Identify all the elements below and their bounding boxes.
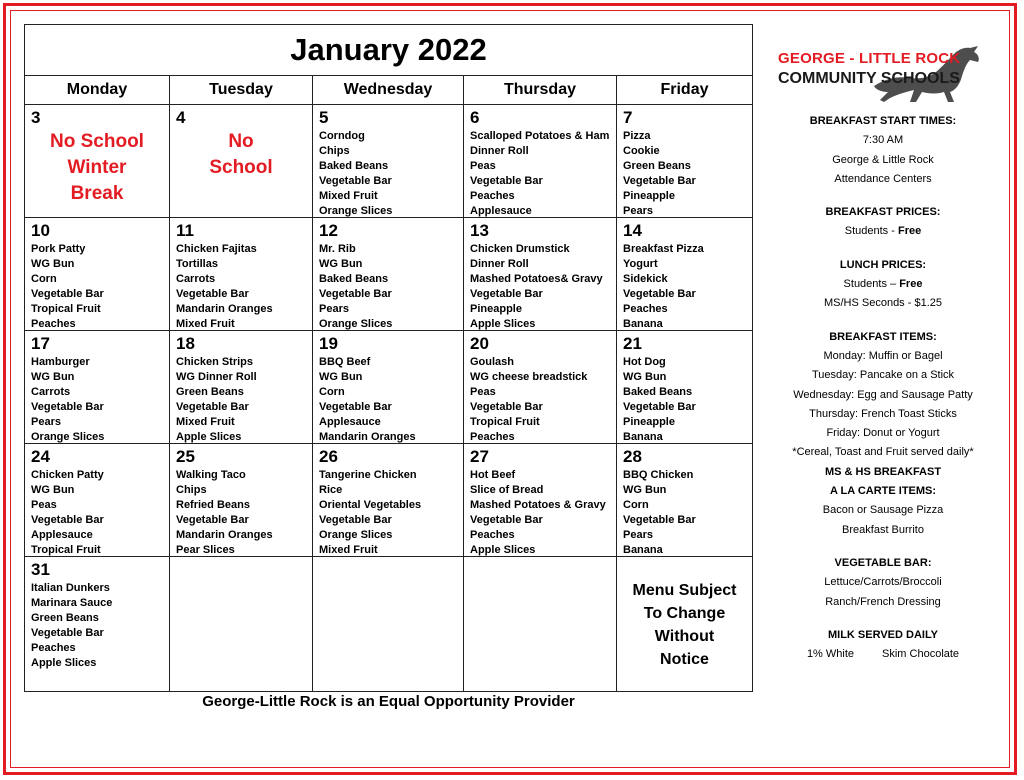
menu-item: Banana bbox=[623, 543, 663, 556]
menu-items bbox=[31, 581, 112, 670]
menu-item: Orange Slices bbox=[319, 317, 393, 330]
milk-option: 1% White bbox=[806, 648, 855, 661]
menu-item: Walking Taco bbox=[176, 469, 246, 481]
weekday-header: Tuesday bbox=[170, 76, 313, 104]
menu-item: Vegetable Bar bbox=[470, 287, 543, 300]
menu-items bbox=[31, 355, 104, 443]
menu-items bbox=[319, 355, 416, 443]
day-number: 14 bbox=[623, 221, 642, 240]
menu-item: Pineapple bbox=[623, 415, 675, 428]
menu-item: WG Dinner Roll bbox=[176, 370, 257, 383]
menu-item: BBQ Chicken bbox=[623, 469, 694, 481]
menu-items bbox=[470, 355, 587, 443]
menu-item: Tropical Fruit bbox=[31, 543, 101, 556]
menu-item: Peaches bbox=[31, 641, 76, 654]
day-number: 3 bbox=[31, 108, 41, 127]
menu-item: Corn bbox=[31, 272, 57, 285]
day-cell bbox=[25, 218, 170, 330]
menu-item: Peaches bbox=[31, 317, 76, 330]
breakfast-times-heading: BREAKFAST START TIMES: bbox=[809, 115, 957, 127]
menu-item: Chicken Drumstick bbox=[470, 243, 570, 255]
milk-heading: MILK SERVED DAILY bbox=[827, 628, 939, 641]
menu-item: Hot Beef bbox=[470, 469, 516, 481]
menu-item: Mashed Potatoes& Gravy bbox=[470, 272, 603, 285]
menu-items bbox=[623, 355, 696, 443]
day-cell bbox=[25, 105, 170, 217]
day-number: 18 bbox=[176, 334, 195, 353]
week-row bbox=[25, 331, 752, 444]
menu-item: Vegetable Bar bbox=[470, 400, 543, 413]
menu-item: Hot Dog bbox=[623, 356, 666, 368]
day-cell bbox=[617, 105, 752, 217]
day-number: 13 bbox=[470, 221, 489, 240]
menu-item: Apple Slices bbox=[470, 317, 536, 330]
day-number: 10 bbox=[31, 221, 50, 240]
menu-item: Pears bbox=[623, 204, 653, 217]
lunch-prices-heading: LUNCH PRICES: bbox=[839, 258, 927, 271]
menu-item: Mixed Fruit bbox=[319, 543, 378, 556]
day-cell bbox=[313, 218, 464, 330]
menu-item: Rice bbox=[319, 483, 343, 496]
week-row bbox=[25, 557, 752, 691]
menu-item: Pork Patty bbox=[31, 243, 86, 255]
menu-item: Vegetable Bar bbox=[623, 287, 696, 300]
info-sidebar bbox=[768, 112, 998, 664]
menu-item: Dinner Roll bbox=[470, 144, 529, 157]
menu-items bbox=[470, 468, 606, 556]
weekday-header-row bbox=[25, 76, 752, 105]
menu-item: Vegetable Bar bbox=[176, 400, 249, 413]
logo-name: GEORGE - LITTLE ROCK bbox=[778, 50, 961, 67]
vegetable-bar-line: Ranch/French Dressing bbox=[825, 595, 941, 608]
menu-item: Pizza bbox=[623, 130, 651, 142]
menu-item: Peas bbox=[470, 385, 496, 398]
day-number: 20 bbox=[470, 334, 489, 353]
menu-items bbox=[176, 242, 273, 330]
menu-item: WG Bun bbox=[31, 370, 75, 383]
menu-item: Goulash bbox=[470, 356, 515, 368]
calendar-title: January 2022 bbox=[25, 25, 752, 76]
logo-subtitle: COMMUNITY SCHOOLS bbox=[778, 70, 960, 87]
menu-item: Marinara Sauce bbox=[31, 596, 113, 609]
menu-item: Vegetable Bar bbox=[470, 513, 543, 526]
menu-items bbox=[623, 468, 696, 556]
menu-item: Vegetable Bar bbox=[319, 513, 392, 526]
no-school-notice bbox=[25, 129, 169, 207]
day-cell bbox=[170, 105, 313, 217]
no-school-line: No bbox=[228, 131, 254, 152]
vegetable-bar-heading: VEGETABLE BAR: bbox=[834, 556, 932, 569]
day-number: 11 bbox=[176, 221, 194, 240]
breakfast-item-line: Friday: Donut or Yogurt bbox=[826, 427, 940, 440]
ala-carte-heading: MS & HS BREAKFAST bbox=[824, 465, 942, 478]
day-cell bbox=[25, 444, 170, 556]
menu-items bbox=[319, 242, 392, 330]
menu-items bbox=[176, 355, 257, 443]
vegetable-bar-line: Lettuce/Carrots/Broccoli bbox=[824, 576, 942, 589]
day-cell bbox=[170, 218, 313, 330]
breakfast-item-line: *Cereal, Toast and Fruit served daily* bbox=[792, 446, 974, 459]
menu-item: Sidekick bbox=[623, 272, 668, 285]
menu-item: Baked Beans bbox=[319, 272, 389, 285]
day-number: 24 bbox=[31, 447, 50, 466]
ala-carte-line: Bacon or Sausage Pizza bbox=[822, 504, 944, 517]
day-cell bbox=[25, 557, 170, 691]
day-number: 21 bbox=[623, 334, 642, 353]
day-cell bbox=[617, 218, 752, 330]
menu-item: Dinner Roll bbox=[470, 257, 529, 270]
menu-item: Apple Slices bbox=[31, 656, 97, 669]
menu-item: Slice of Bread bbox=[470, 483, 544, 496]
menu-item: Pineapple bbox=[470, 302, 522, 315]
menu-item: Green Beans bbox=[176, 385, 244, 398]
day-number: 26 bbox=[319, 447, 338, 466]
menu-items bbox=[623, 242, 704, 330]
menu-item: Tropical Fruit bbox=[470, 415, 540, 428]
breakfast-item-line: Wednesday: Egg and Sausage Patty bbox=[793, 388, 973, 401]
breakfast-items-heading: BREAKFAST ITEMS: bbox=[829, 330, 937, 343]
menu-item: Orange Slices bbox=[319, 528, 393, 541]
day-cell bbox=[170, 557, 313, 691]
breakfast-item-line: Thursday: French Toast Sticks bbox=[809, 407, 957, 420]
menu-item: Orange Slices bbox=[319, 204, 393, 217]
menu-calendar bbox=[24, 24, 753, 692]
menu-item: Mashed Potatoes & Gravy bbox=[470, 498, 606, 511]
menu-item: Apple Slices bbox=[470, 543, 536, 556]
menu-item: Corn bbox=[319, 385, 345, 398]
weekday-header: Wednesday bbox=[313, 76, 464, 104]
day-cell bbox=[464, 557, 617, 691]
menu-item: Italian Dunkers bbox=[31, 582, 110, 594]
menu-item: Peaches bbox=[623, 302, 668, 315]
menu-item: Pineapple bbox=[623, 189, 675, 202]
menu-item: Pear Slices bbox=[176, 543, 235, 556]
menu-item: Breakfast Pizza bbox=[623, 243, 704, 255]
day-cell bbox=[313, 331, 464, 443]
no-school-line: School bbox=[209, 157, 273, 178]
menu-item: BBQ Beef bbox=[319, 356, 371, 368]
breakfast-prices-heading: BREAKFAST PRICES: bbox=[825, 206, 941, 219]
lunch-seconds-line: MS/HS Seconds - $1.25 bbox=[823, 297, 942, 310]
day-cell bbox=[313, 557, 464, 691]
menu-item: Chicken Fajitas bbox=[176, 243, 257, 255]
day-cell bbox=[464, 105, 617, 217]
menu-item: Corndog bbox=[319, 130, 365, 142]
day-number: 17 bbox=[31, 334, 50, 353]
menu-item: Vegetable Bar bbox=[623, 400, 696, 413]
menu-item: Pears bbox=[623, 528, 653, 541]
menu-item: Tropical Fruit bbox=[31, 302, 101, 315]
menu-item: Vegetable Bar bbox=[319, 174, 392, 187]
menu-item: Peas bbox=[31, 498, 57, 511]
day-cell bbox=[170, 444, 313, 556]
menu-item: Chips bbox=[319, 144, 350, 157]
day-cell bbox=[617, 444, 752, 556]
ala-carte-heading: A LA CARTE ITEMS: bbox=[829, 485, 937, 498]
day-number: 25 bbox=[176, 447, 195, 466]
menu-items bbox=[623, 129, 696, 217]
breakfast-item-line: Tuesday: Pancake on a Stick bbox=[811, 369, 955, 382]
menu-item: Peaches bbox=[470, 528, 515, 541]
milk-options bbox=[768, 645, 998, 664]
menu-item: Mandarin Oranges bbox=[176, 528, 273, 541]
weekday-header: Thursday bbox=[464, 76, 617, 104]
menu-item: Vegetable Bar bbox=[176, 287, 249, 300]
menu-item: Apple Slices bbox=[176, 430, 242, 443]
weekday-header: Friday bbox=[660, 81, 709, 98]
week-row bbox=[25, 444, 752, 557]
menu-item: Mixed Fruit bbox=[319, 189, 378, 202]
menu-item: Vegetable Bar bbox=[623, 513, 696, 526]
menu-item: WG Bun bbox=[31, 483, 75, 496]
menu-item: Peaches bbox=[470, 430, 515, 443]
day-number: 7 bbox=[623, 108, 633, 127]
menu-item: WG cheese breadstick bbox=[470, 370, 588, 383]
week-row bbox=[25, 218, 752, 331]
day-cell bbox=[464, 331, 617, 443]
menu-items bbox=[176, 468, 273, 556]
menu-item: Vegetable Bar bbox=[623, 174, 696, 187]
day-cell bbox=[170, 331, 313, 443]
menu-item: Banana bbox=[623, 317, 663, 330]
menu-item: Peaches bbox=[470, 189, 515, 202]
menu-items bbox=[319, 129, 392, 217]
menu-item: Vegetable Bar bbox=[31, 513, 104, 526]
menu-item: WG Bun bbox=[31, 257, 75, 270]
menu-items bbox=[31, 468, 104, 556]
no-school-notice bbox=[170, 129, 312, 181]
menu-item: Applesauce bbox=[470, 204, 532, 217]
menu-item: Vegetable Bar bbox=[176, 513, 249, 526]
day-cell bbox=[464, 444, 617, 556]
no-school-line: Winter bbox=[67, 157, 127, 178]
breakfast-time-line: George & Little Rock bbox=[832, 153, 934, 166]
menu-item: Yogurt bbox=[623, 257, 658, 270]
day-cell bbox=[617, 557, 752, 691]
menu-items bbox=[470, 129, 609, 217]
menu-item: Applesauce bbox=[31, 528, 93, 541]
day-number: 31 bbox=[31, 560, 50, 579]
menu-item: Carrots bbox=[31, 385, 71, 398]
menu-item: Hamburger bbox=[31, 356, 90, 368]
no-school-line: No School bbox=[50, 131, 144, 152]
school-logo bbox=[776, 42, 988, 112]
lunch-price-line: Students – Free bbox=[843, 278, 923, 291]
menu-item: WG Bun bbox=[319, 257, 363, 270]
day-number: 27 bbox=[470, 447, 489, 466]
menu-item: Pears bbox=[319, 302, 349, 315]
menu-items bbox=[31, 242, 104, 330]
day-number: 28 bbox=[623, 447, 642, 466]
milk-option: Skim Chocolate bbox=[882, 648, 960, 661]
menu-item: Vegetable Bar bbox=[470, 174, 543, 187]
menu-item: Corn bbox=[623, 498, 649, 511]
menu-item: Cookie bbox=[623, 144, 660, 157]
menu-item: Orange Slices bbox=[31, 430, 105, 443]
menu-item: Baked Beans bbox=[623, 385, 693, 398]
menu-item: Oriental Vegetables bbox=[319, 498, 422, 511]
menu-item: Mandarin Oranges bbox=[319, 430, 416, 443]
menu-item: Tortillas bbox=[176, 257, 218, 270]
menu-item: Mixed Fruit bbox=[176, 317, 235, 330]
menu-item: Mandarin Oranges bbox=[176, 302, 273, 315]
menu-item: Scalloped Potatoes & Ham bbox=[470, 130, 610, 142]
menu-item: Vegetable Bar bbox=[31, 400, 104, 413]
day-cell bbox=[617, 331, 752, 443]
menu-item: Pears bbox=[31, 415, 61, 428]
menu-item: Chicken Strips bbox=[176, 356, 254, 368]
menu-item: WG Bun bbox=[623, 483, 667, 496]
breakfast-item-line: Monday: Muffin or Bagel bbox=[823, 349, 943, 362]
menu-change-notice: Menu Subject To Change Without Notice bbox=[632, 582, 737, 668]
equal-opportunity-footer: George-Little Rock is an Equal Opportunity Provider bbox=[202, 693, 575, 710]
breakfast-time-line: 7:30 AM bbox=[862, 134, 904, 147]
menu-item: Banana bbox=[623, 430, 663, 443]
menu-item: Chicken Patty bbox=[31, 469, 104, 481]
menu-item: Tangerine Chicken bbox=[319, 469, 417, 481]
day-number: 4 bbox=[176, 108, 186, 127]
week-row bbox=[25, 105, 752, 218]
no-school-line: Break bbox=[70, 183, 124, 204]
menu-item: Mixed Fruit bbox=[176, 415, 235, 428]
menu-item: Green Beans bbox=[31, 611, 99, 624]
menu-item: Carrots bbox=[176, 272, 216, 285]
breakfast-price-line: Students - Free bbox=[844, 225, 922, 238]
menu-item: WG Bun bbox=[623, 370, 667, 383]
menu-item: Mr. Rib bbox=[319, 243, 356, 255]
menu-item: Baked Beans bbox=[319, 159, 389, 172]
ala-carte-line: Breakfast Burrito bbox=[842, 523, 924, 536]
menu-item: Refried Beans bbox=[176, 498, 250, 511]
menu-items bbox=[470, 242, 603, 330]
day-number: 12 bbox=[319, 221, 338, 240]
menu-item: Vegetable Bar bbox=[319, 400, 392, 413]
day-cell bbox=[313, 444, 464, 556]
weekday-header: Monday bbox=[25, 76, 170, 104]
menu-item: Vegetable Bar bbox=[31, 626, 104, 639]
menu-item: Chips bbox=[176, 483, 207, 496]
menu-item: Vegetable Bar bbox=[31, 287, 104, 300]
menu-item: Vegetable Bar bbox=[319, 287, 392, 300]
day-cell bbox=[313, 105, 464, 217]
menu-item: WG Bun bbox=[319, 370, 363, 383]
menu-item: Applesauce bbox=[319, 415, 381, 428]
day-cell bbox=[25, 331, 170, 443]
menu-items bbox=[319, 468, 421, 556]
menu-item: Peas bbox=[470, 159, 496, 172]
day-number: 5 bbox=[319, 108, 329, 127]
breakfast-time-line: Attendance Centers bbox=[834, 172, 932, 185]
day-cell bbox=[464, 218, 617, 330]
day-number: 6 bbox=[470, 108, 480, 127]
menu-item: Green Beans bbox=[623, 159, 691, 172]
day-number: 19 bbox=[319, 334, 338, 353]
